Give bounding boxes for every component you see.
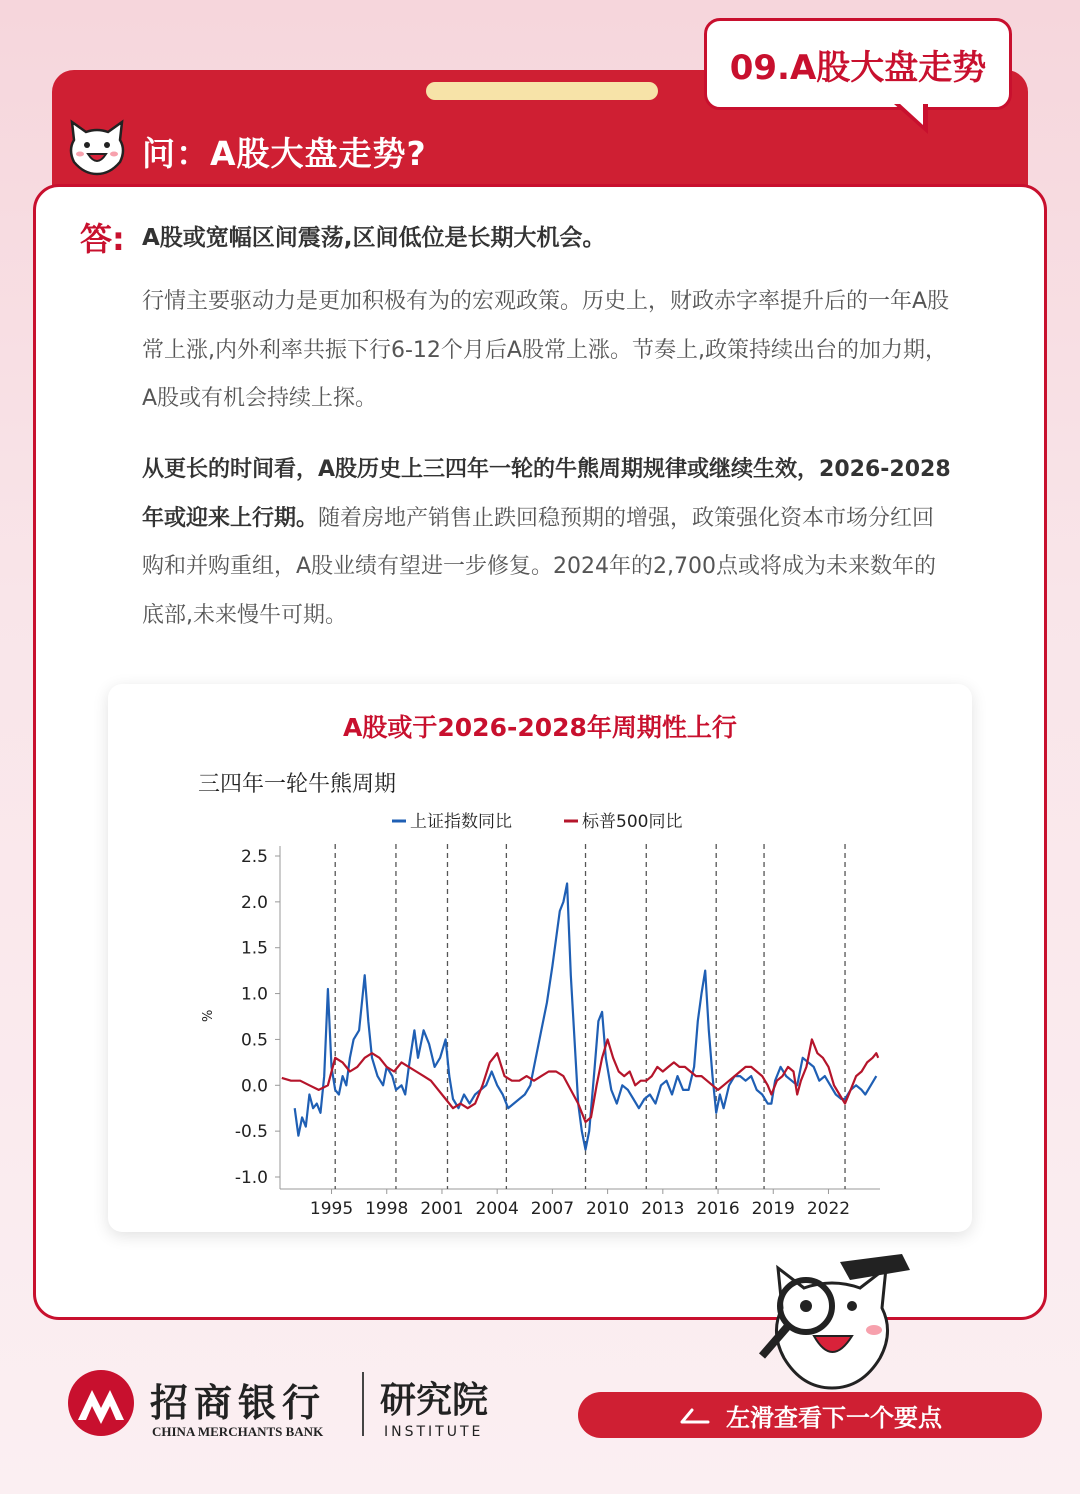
answer-label: 答: <box>80 220 125 258</box>
chart-series <box>282 884 878 1150</box>
chart-axes <box>235 846 880 1219</box>
x-tick-label: 2022 <box>806 1199 851 1219</box>
x-tick-label: 1995 <box>309 1199 354 1219</box>
bank-name-en: CHINA MERCHANTS BANK <box>152 1424 324 1439</box>
cat-mascot-icon <box>66 118 128 178</box>
legend-label-sp500: 标普500同比 <box>582 812 683 832</box>
paragraph-2 <box>142 446 952 640</box>
y-tick-label: -1.0 <box>234 1168 268 1188</box>
y-tick-label: 0.0 <box>240 1076 268 1097</box>
section-tag: 09.A股大盘走势 <box>704 18 1012 110</box>
y-axis-label: % <box>201 1009 216 1022</box>
paragraph-1: 行情主要驱动力是更加积极有为的宏观政策。历史上，财政赤字率提升后的一年A股常上涨,内外利率共振下行6-12个月后A股常上涨。节奏上,政策持续出台的加力期，A股或有机会持续上探。 <box>142 289 950 411</box>
y-tick-label: 1.0 <box>240 984 268 1005</box>
legend-label-sse: 上证指数同比 <box>410 812 512 832</box>
paragraph-2-bold: 从更长的时间看，A股历史上三四年一轮的牛熊周期规律或继续生效，2026-2028年或迎来上行期。 <box>142 457 951 531</box>
chart-title: 三四年一轮牛熊周期 <box>198 772 397 797</box>
answer-headline: A股或宽幅区间震荡,区间低位是长期大机会。 <box>142 225 606 251</box>
swipe-next-button[interactable] <box>578 1392 1042 1438</box>
institute-name-cn: 研究院 <box>380 1380 489 1421</box>
x-tick-label: 2001 <box>420 1199 464 1219</box>
footer-divider <box>362 1372 364 1436</box>
swipe-label: 左滑查看下一个要点 <box>726 1403 942 1432</box>
y-tick-label: -0.5 <box>234 1122 268 1143</box>
cmb-logo-icon <box>66 1368 136 1438</box>
x-tick-label: 1998 <box>365 1199 409 1219</box>
decorative-pill <box>426 82 658 100</box>
y-tick-label: 2.0 <box>240 892 268 913</box>
x-tick-label: 2016 <box>696 1199 740 1219</box>
cycle-line-chart <box>108 684 972 1232</box>
x-tick-label: 2019 <box>751 1199 795 1219</box>
y-tick-label: 1.5 <box>240 938 268 959</box>
x-tick-label: 2004 <box>475 1199 519 1219</box>
tag-tail-inner <box>899 103 923 125</box>
cycle-markers <box>335 844 845 1189</box>
swipe-left-icon <box>678 1406 712 1424</box>
institute-name-en: INSTITUTE <box>384 1424 484 1440</box>
question-title: 问：A股大盘走势? <box>142 134 427 173</box>
paragraph-2-rest: 随着房地产销售止跌回稳预期的增强，政策强化资本市场分红回购和并购重组，A股业绩有望进一步修复。2024年的2,700点或将成为未来数年的底部,未来慢牛可期。 <box>142 505 937 628</box>
y-tick-label: 0.5 <box>240 1030 268 1051</box>
x-tick-label: 2007 <box>530 1199 575 1219</box>
chart-card-title: A股或于2026-2028年周期性上行 <box>343 713 737 742</box>
x-tick-label: 2010 <box>585 1199 630 1219</box>
x-tick-label: 2013 <box>641 1199 685 1219</box>
cat-scholar-mascot-icon <box>752 1248 912 1396</box>
bank-name-cn: 招商银行 <box>150 1380 327 1425</box>
y-tick-label: 2.5 <box>240 847 268 867</box>
